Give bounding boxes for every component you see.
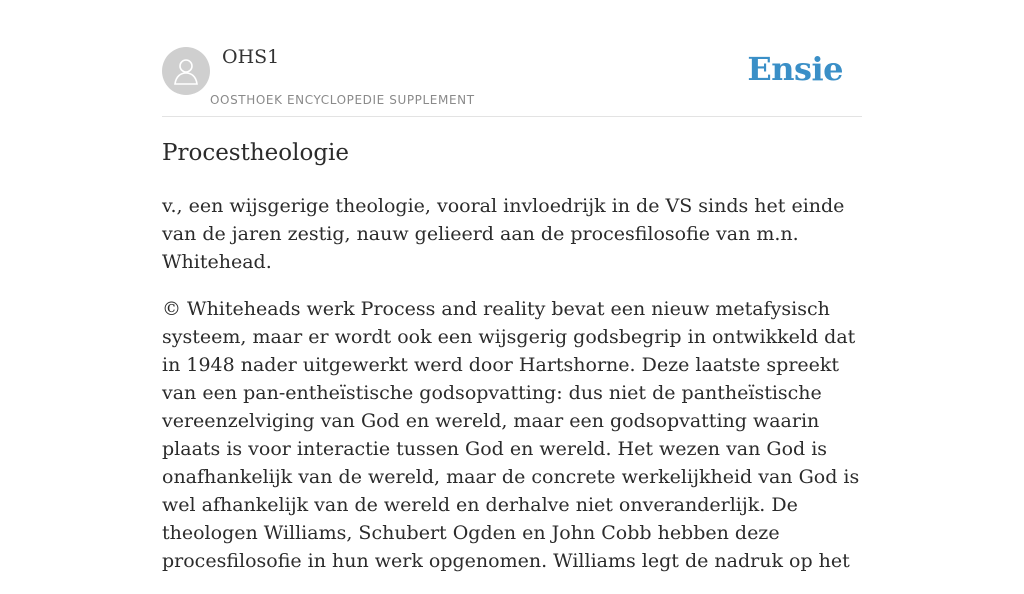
publication-link[interactable]: OOSTHOEK ENCYCLOPEDIE SUPPLEMENT (210, 93, 475, 107)
username-link[interactable]: OHS1 (222, 46, 280, 68)
user-silhouette-icon (171, 56, 201, 86)
ensie-logo[interactable]: Ensie (747, 50, 843, 88)
article-paragraph: © Whiteheads werk Process and reality bevat een nieuw metafysisch systeem, maar er wordt ook een wijsgerig godsbegrip in ontwikkeld dat in 1948 nader uitgewerkt werd door Hartshorne. Deze laatste spreekt van een pan-entheïstische godsopvatting: dus niet de pantheïstische vereenzelviging van God en wereld, maar een godsopvatting waarin plaats is voor interactie tussen God en wereld. Het wezen van God is onafhankelijk van de wereld, maar de concrete werkelijkheid van God is wel afhankelijk van de wereld en derhalve niet onveranderlijk. De theologen Williams, Schubert Ogden en John Cobb hebben deze procesfilosofie in hun werk opgenomen. Williams legt de nadruk op het (162, 298, 860, 572)
page-header (162, 0, 862, 117)
user-avatar[interactable] (162, 47, 210, 95)
article-title: Procestheologie (162, 140, 350, 166)
article-paragraph: v., een wijsgerige theologie, vooral invloedrijk in de VS sinds het einde van de jaren zestig, nauw gelieerd aan de procesfilosofie van m.n. Whitehead. (162, 195, 845, 273)
article-body (162, 192, 872, 594)
